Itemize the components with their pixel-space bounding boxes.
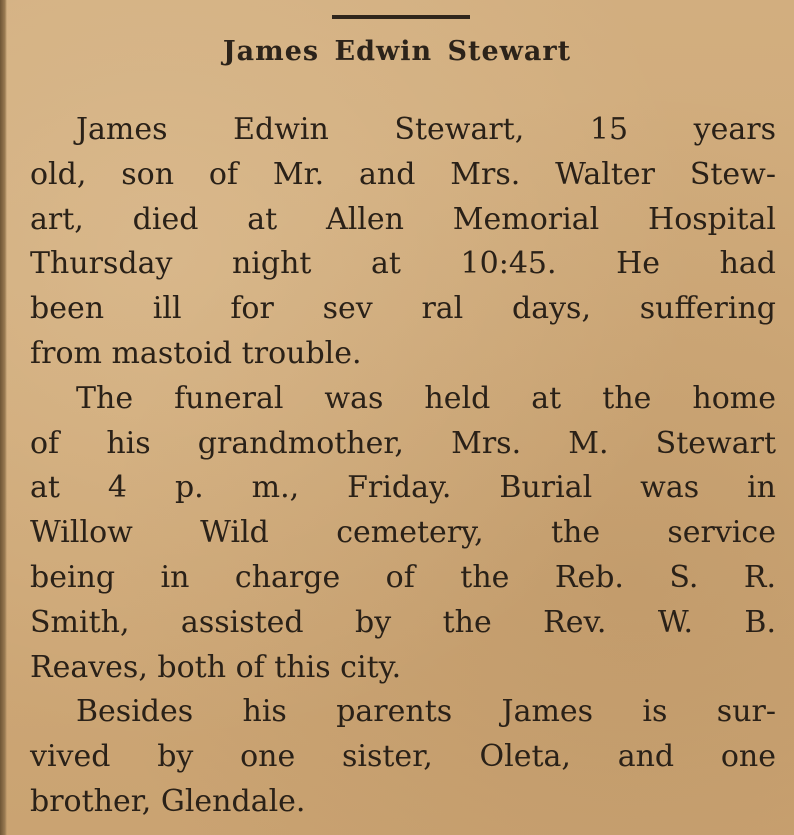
obituary-body: [30, 108, 776, 825]
clipping-left-edge: [0, 0, 7, 835]
text-line: Reaves, both of this city.: [30, 649, 402, 685]
text-line: Thursday night at 10:45. He had: [30, 246, 776, 282]
text-line: The funeral was held at the home: [76, 380, 776, 416]
text-line: being in charge of the Reb. S. R.: [30, 559, 776, 595]
text-line: been ill for sev ral days, suffering: [30, 291, 776, 327]
text-line: Smith, assisted by the Rev. W. B.: [30, 604, 776, 640]
text-line: Besides his parents James is sur-: [76, 694, 776, 730]
paragraph-survivors: [30, 690, 776, 824]
text-line: brother, Glendale.: [30, 783, 306, 819]
text-line: of his grandmother, Mrs. M. Stewart: [30, 425, 776, 461]
text-line: at 4 p. m., Friday. Burial was in: [30, 470, 776, 506]
header-rule: [332, 15, 470, 19]
text-line: vived by one sister, Oleta, and one: [30, 739, 776, 775]
text-line: old, son of Mr. and Mrs. Walter Stew-: [30, 156, 776, 192]
text-line: from mastoid trouble.: [30, 335, 362, 371]
paragraph-funeral: [30, 377, 776, 691]
text-line: Willow Wild cemetery, the service: [30, 515, 776, 551]
paragraph-death-notice: [30, 108, 776, 377]
text-line: art, died at Allen Memorial Hospital: [30, 201, 776, 237]
obituary-headline: James Edwin Stewart: [222, 36, 572, 67]
text-line: James Edwin Stewart, 15 years: [76, 112, 776, 147]
